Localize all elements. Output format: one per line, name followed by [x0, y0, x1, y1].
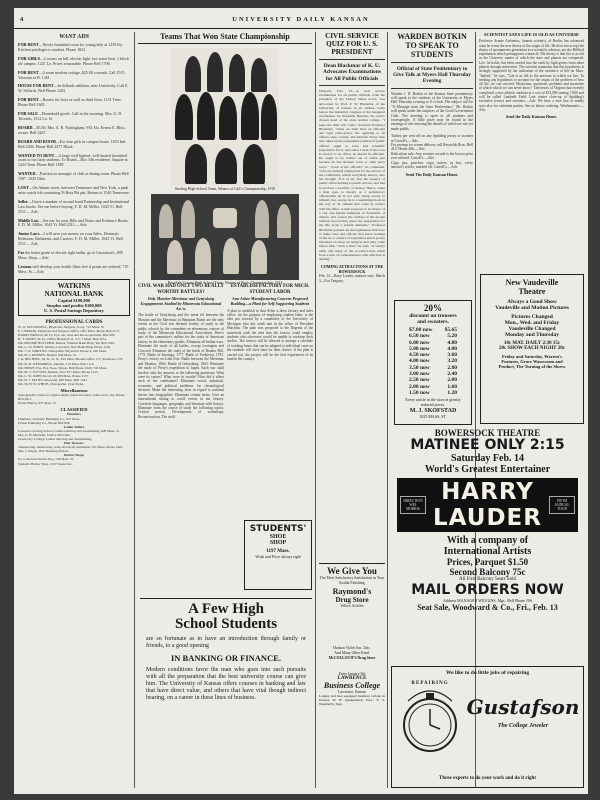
professional-card: DR. HOWE, Eye, Ear, Nose, Throat, Bell Phone 2220, 743 Mass. [18, 365, 108, 370]
teams-section [138, 32, 312, 285]
want-ad-label: WANTED [18, 171, 36, 177]
discount-sale-price: 1.20 [447, 389, 457, 396]
we-give-line4: Drug Store [335, 596, 369, 604]
discount-sale-price: 3.60 [447, 352, 457, 359]
vaud-line11: Friday and Saturday, Warren's [501, 354, 563, 359]
want-ad [18, 251, 130, 261]
civil-war-heading: CIVIL WAR HAD ONLY TWO REALLY WORTHY BATTLES? [138, 284, 224, 295]
discount-line2: and sweaters. [417, 319, 449, 325]
want-ad-text: A large well-lighted, well-heated furnished room to two lady students. To Board—Box 346 residence. Inquire at 1223 Tenn. Phone Bell 1189. [18, 152, 128, 168]
watkins-line2: NATIONAL BANK [44, 289, 104, 298]
small-ad: Cigar jars, pouches, cigar cutters, in fact, every smoker's article, marked off. Carroll's.—Adv. [391, 160, 473, 170]
vaud-line2: Theatre [518, 287, 546, 296]
professional-card: DR. M. T. SUTTON, Dentist, Over 817 Mass. Phone 2123. [18, 369, 99, 374]
harry-lauder-banner [397, 478, 578, 532]
mccolloch-line3: McCOLLOCH'S Drug Store [328, 655, 376, 660]
column-rule [387, 32, 388, 788]
bc-line3: Business College [323, 681, 381, 690]
bower-line5: With a company of [446, 535, 529, 546]
discount-footer: Every article in the store at greatly reduced prices. [405, 397, 461, 408]
want-ad-label: FOR RENT [18, 97, 39, 103]
discount-original-price: 3.00 now [409, 371, 430, 378]
want-ad-label: FOR GIRLS [18, 55, 40, 61]
want-ad-label: FOR SALE [18, 111, 38, 117]
professional-card: DR. BONNIE BUTCHER, Dentist, Watkins Bank Bldg. Tel. Bell 1061. [18, 341, 116, 346]
discount-original-price: 4.00 now [409, 358, 430, 365]
discount-ad [394, 300, 472, 425]
send-kansan-home: Send The Daily Kansan Home. [405, 171, 459, 177]
discount-percent: 20% [424, 303, 442, 313]
watkins-line1: WATKINS [57, 281, 91, 290]
want-ad-text: the better grade of electric light bulbs, go to Gustafson's, 809 Mass. Shop.—Adv. [18, 250, 123, 260]
want-ad-text: 2 rooms on hill, electric light, hot water heat, 1 block off campus. 1221 La. Prices reasonable. Phone Bell 1706. [18, 55, 129, 66]
want-ad-text: I will save you money on your Sales, Domestic Relations, Bailments, and Carriers. F. D. M. Miller, 1043 Vt. Bell 2511.—Adv. [18, 231, 123, 247]
lauder-name: HARRY LAUDER [433, 479, 542, 531]
gustafson-name: Gustafson [466, 695, 580, 719]
discount-original-price: $7.00 now [409, 327, 433, 333]
few-high-body2: Modern conditions favor the man who goes into such pursuits with all the preparation that the best university course can give him. The University of Kansas offers courses in banking and law that have direct value, and others that have vital though indirect bearing, on a career in these lines of business. [146, 666, 306, 701]
want-ad-label: Lessons [18, 263, 32, 269]
professional-card: W. O. McCONNELL, Physician, Surgeon, X-ray, 713 Mass. St. [18, 324, 105, 329]
few-high-line3: IN BANKING OR FINANCE. [170, 653, 282, 663]
professional-card: DR. H. J. KENNEY, Dentist, 840 Mass. St. [18, 353, 77, 358]
warden-subhead: Official of State Penitentiary to Give Talk at Myers Hall Thursday Evening [393, 66, 471, 85]
professional-card: DR. H. J. KEITH, Osteopath, 630 Mass. Bell 1441. [18, 377, 88, 382]
attractions-body: Feb. 14—Harry Lauder, matinee only. March 3—Eva Tanguay. [319, 274, 385, 283]
discount-original-price: 1.50 now [409, 389, 430, 396]
discount-sale-price: 3.20 [447, 358, 457, 365]
civil-quiz-body: Emporia, Feb. 13.—A civil service examination for all public officials, from the president of the United States down, was advocated by Prof. F. W. Blackmar of the University of Kansas in an address today before the industrial congress at the inaugural ceremonies for President Butcher, the newly chosen head of the state normal college. "I hope the time will come," declared Professor Blackmar, "when we shall have an efficient and rigid civil-service law applying to all offices, state, county, and national. Every man who takes up the responsible position of public official ought to have had scientific preparation for it, and when a man of that sort is elected to an office, he should be efficient. He ought to be trained out of office just because he has attained votes or other party ways." "Look at the officials," he continued, "who are entirely unprepared for the service of the community, whom everybody knows, who has thought of it at all, that the essence of public office holding is public service, and that it involves a sacrifice of money. Hence, when a man goes to merely as a perfunctory officeholder he is not only doing wrong to himself, but, worse, he is a stumbling-block in the way of all citizens that come in contact with his office. A man proposes to be mayor of a city and handle hundreds of thousands of dollars, and control the welfare of the people without ever having given the preparation for the life work a reform demands." Professor Blackmar pointed out the legislatures that have to make laws and officers that know nothing of the art or science of legislation and is poorly informed on most all subjects that may come before him. "Such a man," he said, "is wholly unfit, and many of the so-called laws result from a lack of comprehension with which he is dealing." [319, 88, 386, 262]
small-ad: For prompt ice cream delivery call Reynolds Bros. Bell 410. Home 406.—Adv. [391, 143, 473, 152]
shoe-line2: SHOE [269, 534, 287, 540]
want-ad: Junior Laws—I will save you money on your Sales, Domestic Relations, Bailments, and Carriers. F. D. M. Miller, 1043 Vt. Bell 2511.—Adv. [18, 231, 123, 247]
misc-item: Nettie Hutton, 837 Mass. St. [18, 401, 57, 406]
vaud-line13: Product, The Turning of the Shrew [498, 364, 566, 369]
classified-heading: CLASSIFIED [60, 407, 88, 413]
want-ad: Middle Law—See me for your Bills and Notes and Evidence Books. F. D. M. Miller, 1043 Vt. Bell 2511.—Adv. [18, 217, 129, 228]
professional-card: DR. C. W. JOHN, Room 18, 900 Mass. Phone 2157. [18, 373, 90, 378]
vaud-line7: Vaudeville Changed [508, 326, 556, 332]
bower-line12: Seat Sale, Woodward & Co., Fri., Feb. 13 [417, 603, 558, 612]
we-give-line3: Raymond's [332, 587, 372, 596]
few-high-body1: are so fortunate as to have an introduction through family or friends, to a good opening [146, 636, 306, 649]
lauder-left-box: DIRECTION WM. MORRIS [400, 496, 426, 515]
discount-sale-price: 5.20 [447, 333, 457, 340]
want-ad: BOARD—$5.50. Mrs. A. R. Nottingham, 933 Ala. Ernest E. Bliss, owner. Bell 2447. [18, 124, 126, 135]
classified-subheading: Plumbers [67, 412, 81, 417]
small-ads [391, 134, 473, 169]
we-give-line1: We Give You [327, 566, 377, 576]
students-shoe-ad [244, 520, 312, 590]
want-ads-list [18, 43, 130, 275]
bower-line10: MAIL ORDERS NOW [411, 582, 564, 598]
classified-item: Plumbers, Kennedy Plumbing Co., 937 Mass. [18, 416, 81, 421]
civil-war-body: The battle of Gettysburg and the naval tilt between the Monitor and the Merrimac in Hampton Roads are the only events in the Civil war deemed worthy of study in the public schools by the committee on elementary courses of study of the Minnesota Educational Association. Here's part of the committee's outline for the study of American history in the elementary grades: Eliminate all Indian wars. Eliminate the study of all battles, except Lexington and Concord. Eliminate the study of the battle of Bunker Hill, 1775. Battle of Saratoga, 1777. Battle of Yorktown, 1781. Perry's victory on Lake Erie. Battle between the Merrimac and Monitor, 1862. Battle of Gettysburg, 1863. Eliminate the study of Perry's expedition to Japan. Each war shall involve only the answers to the following questions: What were its causes? What were its results? How did it affect each of the combatants? Eliminate social, industrial, economic, and political problems for chronological division. Make the interesting facts in regard to national heroes into biographies. Eliminate certain terms. Give an international setting to world events in our history. Correlate languages, geography and literature with history. Eliminate from the course of study the following topics: Critical period, Development of workshops, Reconstruction, The tariff. [138, 313, 224, 419]
want-ad-text: I have a number of second hand Partnership and Institutional Law books. See me before buying. F. D. M. Miller, 1043 Vt. Bell 2511.—Adv. [18, 198, 130, 214]
factory-body: A plan to establish in Ann Arbor a dress factory and sales office, for the purpose of employing student labor, is the idea put forward by a committee of the University of Michigan who last week met in the office of President Hutchins. The plan was proposed to the Regents of the university with the idea that the factory could employ students who otherwise would be unable to continue their studies. The factory will be allowed to arrange a schedule of working hours that can be adapted to individual cases so the students will have time for their classes. If the plan is carried out, the project will be the first experiment of its kind in the country. [227, 308, 313, 362]
classified-subheading: Hair Dressers [64, 441, 84, 446]
girls-team-caption: Sterling High School Team, Winner of Girl's Championship, 1919 [174, 187, 276, 191]
discount-line1: discount on trousers [409, 313, 457, 319]
we-give-line2: The Most Satisfactory Satisfaction in Your Kodak Finishing [319, 576, 385, 585]
bower-line2: MATINEE ONLY 2:15 [410, 437, 565, 453]
want-ad-text: See me for your Bills and Notes and Evidence Books. F. D. M. Miller, 1043 Vt. Bell 2511.—Adv. [18, 217, 129, 228]
misc-list [18, 393, 130, 405]
want-ad: FOR RENT—Rooms for boys as well as third floor. 1141 Tenn. Phone Bell 1601. [18, 97, 122, 108]
want-ad: FOR GIRLS—2 rooms on hill, electric light, hot water heat, 1 block off campus. 1221 La. Prices reasonable. Phone Bell 1706. [18, 55, 129, 66]
gustafson-sub: The College Jeweler [497, 723, 549, 729]
misc-item: Stenographic Clubs for regular meals, lunch and short orders every day. Phone Bell 5011. [18, 393, 125, 402]
discount-original-price: 4.50 now [409, 352, 430, 359]
classified-item: Green City College, Ladies tailoring and dressmaking. [18, 436, 93, 441]
professional-card: DR. SUSY E. WHITE, Chiropodist, Over Pecks. [18, 382, 85, 387]
classified-item: Mrs. J. Dague, Hair Dressing Parlors. [18, 449, 69, 454]
discount-sale-price: 1.60 [447, 383, 457, 390]
want-ad: WANTED TO RENT—A large well-lighted, well-heated furnished room to two lady students. To Board—Box 346 residence. Inquire at 1223 Tenn. Phone Bell 1189. [18, 152, 128, 168]
want-ad-text: will develop your kodak films free if prints are ordered, 719 Mass. St.—Adv. [18, 263, 129, 274]
professional-cards-list [18, 325, 130, 386]
vaud-line10: 20c SHOW EACH NIGHT 20c [499, 346, 565, 351]
vaud-line6: Mon., Wed. and Friday [504, 320, 560, 326]
discount-price-list [395, 327, 471, 396]
professional-card: DR. G. W. JONES, Dentist, Lawrence Nat'l Bank Bldg. Phone 1181. [18, 345, 112, 350]
want-ad-label: BOARD [18, 124, 33, 130]
boys-team-caption: Rosedale County High School Team, Winner of Boy's Championship, 1913 [167, 281, 283, 285]
want-ad-text: 4 room modern cottage, $25.00 a month. Call 1515 Vermont or R. 1361. [18, 69, 125, 80]
gustafson-line2: Three experts to do your work and do it right [439, 776, 536, 781]
civil-quiz-heading: CIVIL SERVICE QUIZ FOR U. S. PRESIDENT [325, 32, 379, 56]
discount-sale-price: 2.40 [447, 371, 457, 378]
want-ad: FOR RENT—Newly furnished room for young lady at 1239 Ky. Kitchen privileges to student. Phone 1823. [18, 42, 123, 52]
small-ad: Turkey per cent off on any Spalding jersey or sweater at Carroll's.—Adv. [391, 134, 473, 143]
want-ad-label: For [18, 250, 25, 256]
discount-sale-price: $5.65 [444, 327, 457, 333]
want-ad-label: HOUSE FOR RENT [18, 83, 54, 89]
bower-line7: Prices, Parquet $1.50 [446, 557, 529, 567]
want-ad-text: Newly furnished room for young lady at 1239 Ky. Kitchen privileges to student. Phone 1823. [18, 42, 123, 52]
newspaper-page [14, 8, 588, 794]
want-ad: Seller—I have a number of second hand Partnership and Institutional Law books. See me before buying. F. D. M. Miller, 1043 Vt. Bell 2511.—Adv. [18, 198, 130, 214]
scientist-body: Professor Svante Arrhenius, famous scientist, of Berlin, has advanced what he terms the new theory of the origin of life. He does not accept the theory of spontaneous generation as a scientific solution, nor the Biblical explanation which presupposes a miracle. His theory is that life is as old as the Universe, matter of which the stars and planets are composed. Life, he holds, has been carried into the earth by light germs from other planets through meteorites. The scientist maintains that this hypothesis is strongly supported by the indication of the existence of life on Mars. "Indeed," he says, "Life is as old as the universe in which we live. To seeking any hypothesis to account for the origin of the problem of how all life, we can succeed. Mysticism, questions, problems and mysteries of which which we can never know." University of Virginia has recently completed a new athletic stadium at a cost of $15,000 seating 7,000 and will be called Lambeth Field. Late winter close-up of Spalding's exclusive jerseys and sweaters.—Adv. We have a nice line of middy suits also for valentine parties. See us before ordering. Wiedemann's.—Adv. [479, 39, 584, 112]
teams-heading: Teams That Won State Championship [138, 32, 312, 44]
vaudeville-ad [480, 274, 584, 424]
column-rule [315, 32, 316, 788]
want-ad-label: Middle Law [18, 217, 39, 223]
attractions-heading: COMING ATTRACTIONS AT THE BOWERSOCK [320, 264, 384, 275]
shoe-line4: 1197 Mass. [266, 549, 290, 554]
discount-original-price: 5.00 now [409, 345, 430, 352]
discount-original-price: 2.00 now [409, 383, 430, 390]
warden-article [391, 32, 473, 322]
discount-sale-price: 4.00 [447, 345, 457, 352]
discount-sale-price: 4.80 [447, 339, 457, 346]
factory-article [227, 284, 313, 514]
discount-address: 1025 MASS. ST. [419, 413, 447, 419]
we-give-line5: Yellow Articles [340, 604, 364, 608]
want-ad-label: BOARD AND ROOM [18, 138, 56, 144]
few-high-line1: A Few High [188, 601, 264, 617]
column-rule [134, 32, 135, 788]
want-ad: FOR SALE—Household goods. Call in the morning. Mrs. G. D. Titcomb, 1312 La. St. [18, 111, 123, 121]
vaud-line12: Features, Grace Wassweam and [501, 359, 563, 364]
civil-quiz-article [319, 32, 385, 557]
bc-line2: LAWRENCE [337, 676, 367, 681]
classified-subheading: Barber Shops [64, 453, 84, 458]
want-ad: LOST—On Adams street, between Tennessee and New York, a pink satin watch fob containing Pi Beta Phi pin. Return to 1540 Tennessee. [18, 185, 130, 195]
want-ad-text: Rooms for boys as well as third floor. 1141 Tenn. Phone Bell 1601. [18, 97, 122, 108]
discount-original-price: 6.00 now [409, 339, 430, 346]
want-ad-text: Position as manager of club or dining room. Phone Bell 1597. 1025 Ohio. [18, 171, 129, 182]
misc-heading: Miscellaneous [60, 388, 88, 394]
want-ad-text: On Adams street, between Tennessee and New York, a pink satin watch fob containing Pi Beta Phi pin. Return to 1540 Tennessee. [18, 185, 130, 195]
want-ads-heading: WANT ADS [59, 34, 89, 40]
masthead-title: UNIVERSITY DAILY KANSAN [232, 16, 370, 23]
classified-item: Mrs. G. B. Merriam, Chalet, 804 Ohio. [18, 432, 71, 437]
professional-cards-heading: PROFESSIONAL CARDS [45, 319, 103, 325]
vaud-line8: Monday and Thursday [504, 332, 559, 338]
bower-line11: Address MANAGER WIGGINS, Mgr., Bell Phone 106 [443, 598, 532, 603]
bower-line9: All First Balcony Seats Sold [459, 577, 516, 582]
scientist-send-kansan: Send the Daily Kansan Home. [505, 114, 558, 120]
professional-card: H. T. JONES, M. D., Office Houses 8-11, 2-5, 7 Mass. Bell 2231. [18, 337, 107, 341]
classified-list [18, 412, 130, 465]
want-ad: FOR RENT—4 room modern cottage, $25.00 a month. Call 1515 Vermont or R. 1361. [18, 69, 125, 80]
repair-logo-text: REPAIRING [411, 681, 449, 686]
discount-original-price: 6.50 now [409, 333, 430, 340]
lauder-right-box: FIFTH ANNUAL TOUR [549, 496, 575, 515]
want-ad-label: LOST [18, 185, 29, 191]
watkins-line3: Capital $100,000 [57, 297, 91, 303]
warden-body: Warden J. D. Botkin of the Kansas State penitentiary will speak to the students of the University at Myers Hall Thursday evening at 8 o'clock. His subject will be "A Message from the State Penitentiary." Mr. Botkin will speak under the auspices of the Good Government Club. The meeting is open to all students and townspeople. A little prize may be found in the earnings of this meeting the details of which are not yet made public. [391, 91, 473, 131]
classified-item: Lawrence Sewing School, Ladies tailoring and dressmaking, 828 Mass. St. [18, 428, 120, 433]
discount-row [395, 390, 471, 396]
business-college-ad [319, 672, 385, 722]
repair-clock-icon [400, 681, 460, 761]
want-ad-text: For four girls in campus house. 1633 Ind. Bell 2494. Phone Bell 2477 Black. [18, 138, 127, 149]
classified-item: Shampooing, manicuring, scalp and facial treatments, 911 Mass. Phone 1461. [18, 445, 124, 450]
vaud-line1: New Vaudeville [505, 278, 559, 287]
gustafson-line1: We like to do little jobs of repairing [445, 670, 530, 676]
watkins-line4: Surplus and profits $100,000 [46, 302, 102, 308]
raymond-drug-ad [319, 563, 385, 643]
want-ad-text: Household goods. Call in the morning. Mrs. G. D. Titcomb, 1312 La. St. [18, 111, 123, 121]
professional-card: DR. J. W. O'BRYON, Osteopathic Physician. Phone 4, 920 Mass. [18, 349, 107, 354]
mccolloch-ad [319, 646, 385, 670]
classified-item: Student's Barber Shop, 1237 Oread Ave. [18, 461, 73, 466]
warden-heading: WARDEN BOTKIN TO SPEAK TO STUDENTS [397, 32, 467, 59]
bower-line3: Saturday Feb. 14 [450, 453, 525, 464]
discount-sale-price: 2.80 [447, 364, 457, 371]
bower-line4: World's Greatest Entertainer [424, 464, 551, 475]
want-ad-text: $5.50. Mrs. A. R. Nottingham, 933 Ala. Ernest E. Bliss, owner. Bell 2447. [18, 124, 126, 135]
watkins-bank-ad [18, 279, 130, 316]
bower-line8: Second Balcony 75c [449, 567, 526, 577]
discount-original-price: 2.50 now [409, 377, 430, 384]
civil-quiz-subhead: Dean Blackmar of K. U. Advocates Examinations for All Public Officials [323, 63, 381, 82]
vaud-line4: Vaudeville and Motion Pictures [495, 305, 569, 311]
want-ad-text: In Sellards addition, near University. Call E. W. Sellards. Bell Phone 1263. [18, 83, 129, 94]
classified-item: Frazee Plumbing Co., Phone Bell 658. [18, 420, 71, 425]
want-ad [18, 265, 130, 275]
want-ads-column [18, 32, 130, 792]
scientist-heading: SCIENTIST SAYS LIFE IS OLD AS UNIVERSE [483, 32, 580, 37]
page-number: 4 [20, 16, 24, 23]
factory-subhead: Ann Arbor Manufacturing Concern Proposed Building—a Plant for Self-Supporting Students [230, 296, 310, 306]
boys-team-photo [151, 194, 299, 280]
classified-subheading: Ladies Tailors [63, 424, 85, 429]
want-ad-label: WANTED TO RENT [18, 152, 55, 158]
want-ad-label: FOR RENT [18, 42, 39, 47]
classified-item: Go to the best barber shop, 740 Mass. St. [18, 457, 74, 462]
professional-card: DR. H. H. O'FFARRELL, Dentist, 714 Mass. Bell 1112. [18, 361, 95, 366]
girls-team-photo [171, 48, 279, 186]
watkins-line5: U. S. Postal Savings Depository [43, 307, 104, 313]
professional-card: HARRY BRIGGS, M. D., Eye, ear, nose and throat specialist. Bell 203. [18, 332, 116, 337]
discount-original-price: 3.50 now [409, 364, 430, 371]
discount-sale-price: 2.00 [447, 377, 457, 384]
shoe-line5: Work and Price always right [255, 554, 301, 559]
bower-line6: International Artists [443, 546, 532, 557]
mccolloch-line2: And Many Other Kind. [334, 650, 370, 655]
factory-heading: ESTABLISH FACTORY FOR MICH. STUDENT LABOR [230, 284, 310, 295]
shoe-line1: STUDENTS' [249, 524, 307, 534]
professional-card: J. R. BECHTEL, M. D., D. O., 610 Mass. Phones Office 171; Residence 170. [18, 357, 124, 362]
want-ad-label: FOR RENT [18, 69, 39, 75]
bc-line5: Largest and best equipped business college in Kansas. W. H. Quakenbush, Pres.; E. S. Weatherby, Supt. [319, 694, 385, 707]
want-ad: HOUSE FOR RENT—In Sellards addition, near University. Call E. W. Sellards. Bell Phone 1263. [18, 83, 129, 94]
discount-store: M. J. SKOFSTAD [409, 407, 457, 414]
few-high-school-ad [140, 598, 312, 788]
bower-line1: BOWERSOCK THEATRE [434, 428, 541, 438]
gustafson-ad [391, 666, 584, 788]
shoe-line3: SHOP [269, 540, 287, 546]
vaud-line3: Always a Good Show [507, 299, 557, 305]
want-ad: BOARD AND ROOM—For four girls in campus house. 1633 Ind. Bell 2494. Phone Bell 2477 Black. [18, 138, 127, 149]
want-ad-label: Seller [18, 198, 28, 204]
professional-card: F. J. BROOK, Physician and Surgeon, Office 1001 Mass. Phone Bell 2171. [18, 328, 120, 333]
mccolloch-line1: Hudson Violet Sac. Talc. [333, 646, 371, 650]
bc-line1: Enter January 5th [338, 672, 366, 676]
few-high-line2: School Students [174, 616, 278, 632]
bc-line4: Lawrence, Kansas [338, 690, 366, 694]
bowersock-ad [391, 428, 584, 658]
small-ad: Ridiculous sale: Any sweater on sale is the lowest price ever offered. Carroll's.—Adv. [391, 151, 473, 161]
want-ad: WANTED—Position as manager of club or dining room. Phone Bell 1597. 1025 Ohio. [18, 171, 129, 182]
vaud-line5: Pictures Changed [511, 314, 553, 320]
masthead [14, 14, 588, 29]
civil-war-article [138, 284, 224, 584]
scientist-article [479, 32, 584, 272]
want-ad-label: Junior Laws [18, 231, 40, 237]
civil-war-subhead: Only Monitor-Merrimac and Gettysburg Engagements Studied by Minnesota Educational Ass'n. [140, 296, 222, 311]
vaud-line9: 10c MAT. DAILY 2:30 15c [503, 341, 561, 346]
